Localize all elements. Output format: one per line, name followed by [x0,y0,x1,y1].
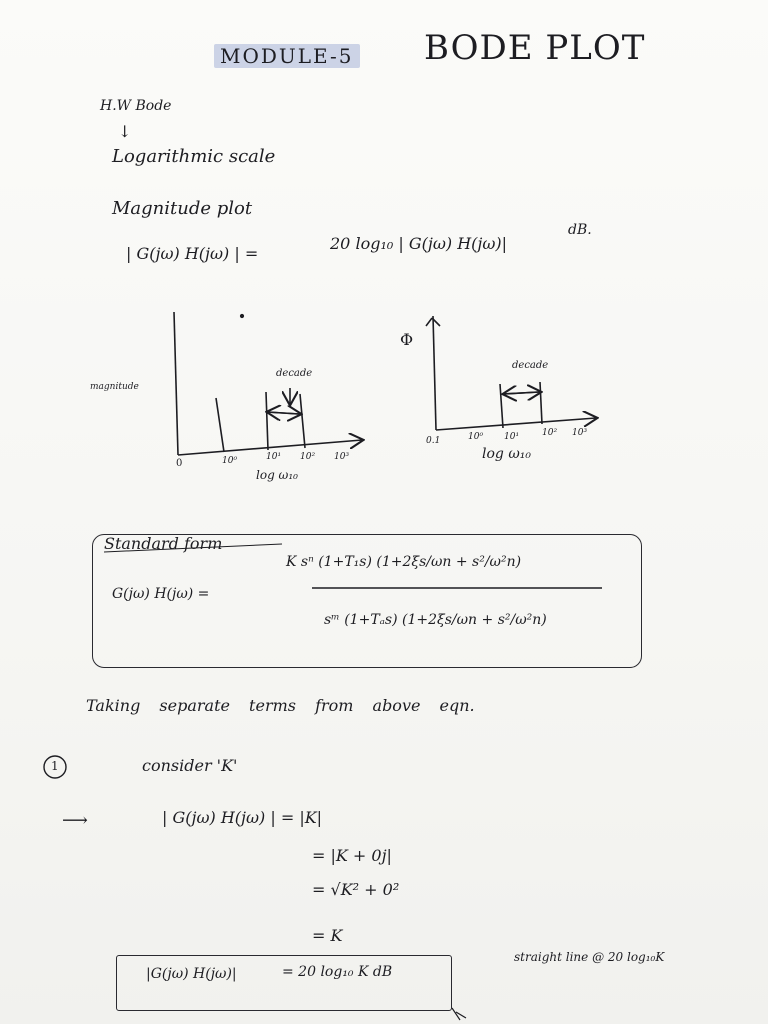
graph1-tick-3: 10³ [334,452,350,462]
standard-form-numerator: K sⁿ (1+T₁s) (1+2ξs/ωn + s²/ω²n) [286,554,522,570]
magnitude-graph [174,312,362,455]
standard-form-lhs: G(jω) H(jω) = [112,586,210,602]
step-arrow: ⟶ [62,810,88,831]
graph2-tick-4: 10³ [572,428,588,438]
graph2-tick-0: 0.1 [426,436,441,446]
phase-graph [426,316,596,430]
graph2-xlabel: log ω₁₀ [482,446,531,462]
taking-text: Taking separate terms from above eqn. [86,696,475,715]
graph1-ylabel: magnitude [90,382,139,392]
graph1-tick-2: 10² [300,452,316,462]
log-scale-text: Logarithmic scale [112,146,276,167]
result-lhs: |G(jω) H(jω)| [146,966,237,982]
standard-form-denominator: sᵐ (1+Tₐs) (1+2ξs/ωn + s²/ω²n) [324,612,547,628]
graph1-origin: 0 [176,458,183,469]
graph2-decade-label: decade [512,360,549,371]
step-line-2: = |K + 0j| [312,846,392,865]
down-arrow: ↓ [118,122,132,141]
graph1-tick-1: 10¹ [266,452,282,462]
formula-lhs: | G(jω) H(jω) | = [126,244,259,263]
standard-form-heading: Standard form [104,534,223,553]
step-number: 1 [51,759,59,773]
formula-rhs: 20 log₁₀ | G(jω) H(jω)| [330,234,508,253]
step-line-1: | G(jω) H(jω) | = |K| [162,808,323,827]
page-title: BODE PLOT [424,28,646,68]
graph1-xlabel: log ω₁₀ [256,468,298,482]
formula-unit: dB. [568,222,592,238]
result-rhs: = 20 log₁₀ K dB [282,964,393,980]
module-title: MODULE-5 [214,44,360,68]
step-line-4: = K [312,926,343,945]
result-note: straight line @ 20 log₁₀K [514,950,665,964]
graph2-ylabel: Φ [400,330,414,349]
graph1-tick-0: 10⁰ [222,456,238,466]
graph2-tick-3: 10² [542,428,558,438]
graph2-tick-2: 10¹ [504,432,520,442]
step-line-3: = √K² + 0² [312,880,400,899]
consider-text: consider 'K' [142,756,238,775]
graph1-decade-label: decade [276,368,313,379]
magnitude-plot-text: Magnitude plot [112,198,253,219]
hw-bode-text: H.W Bode [100,98,172,114]
graph2-tick-1: 10⁰ [468,432,484,442]
